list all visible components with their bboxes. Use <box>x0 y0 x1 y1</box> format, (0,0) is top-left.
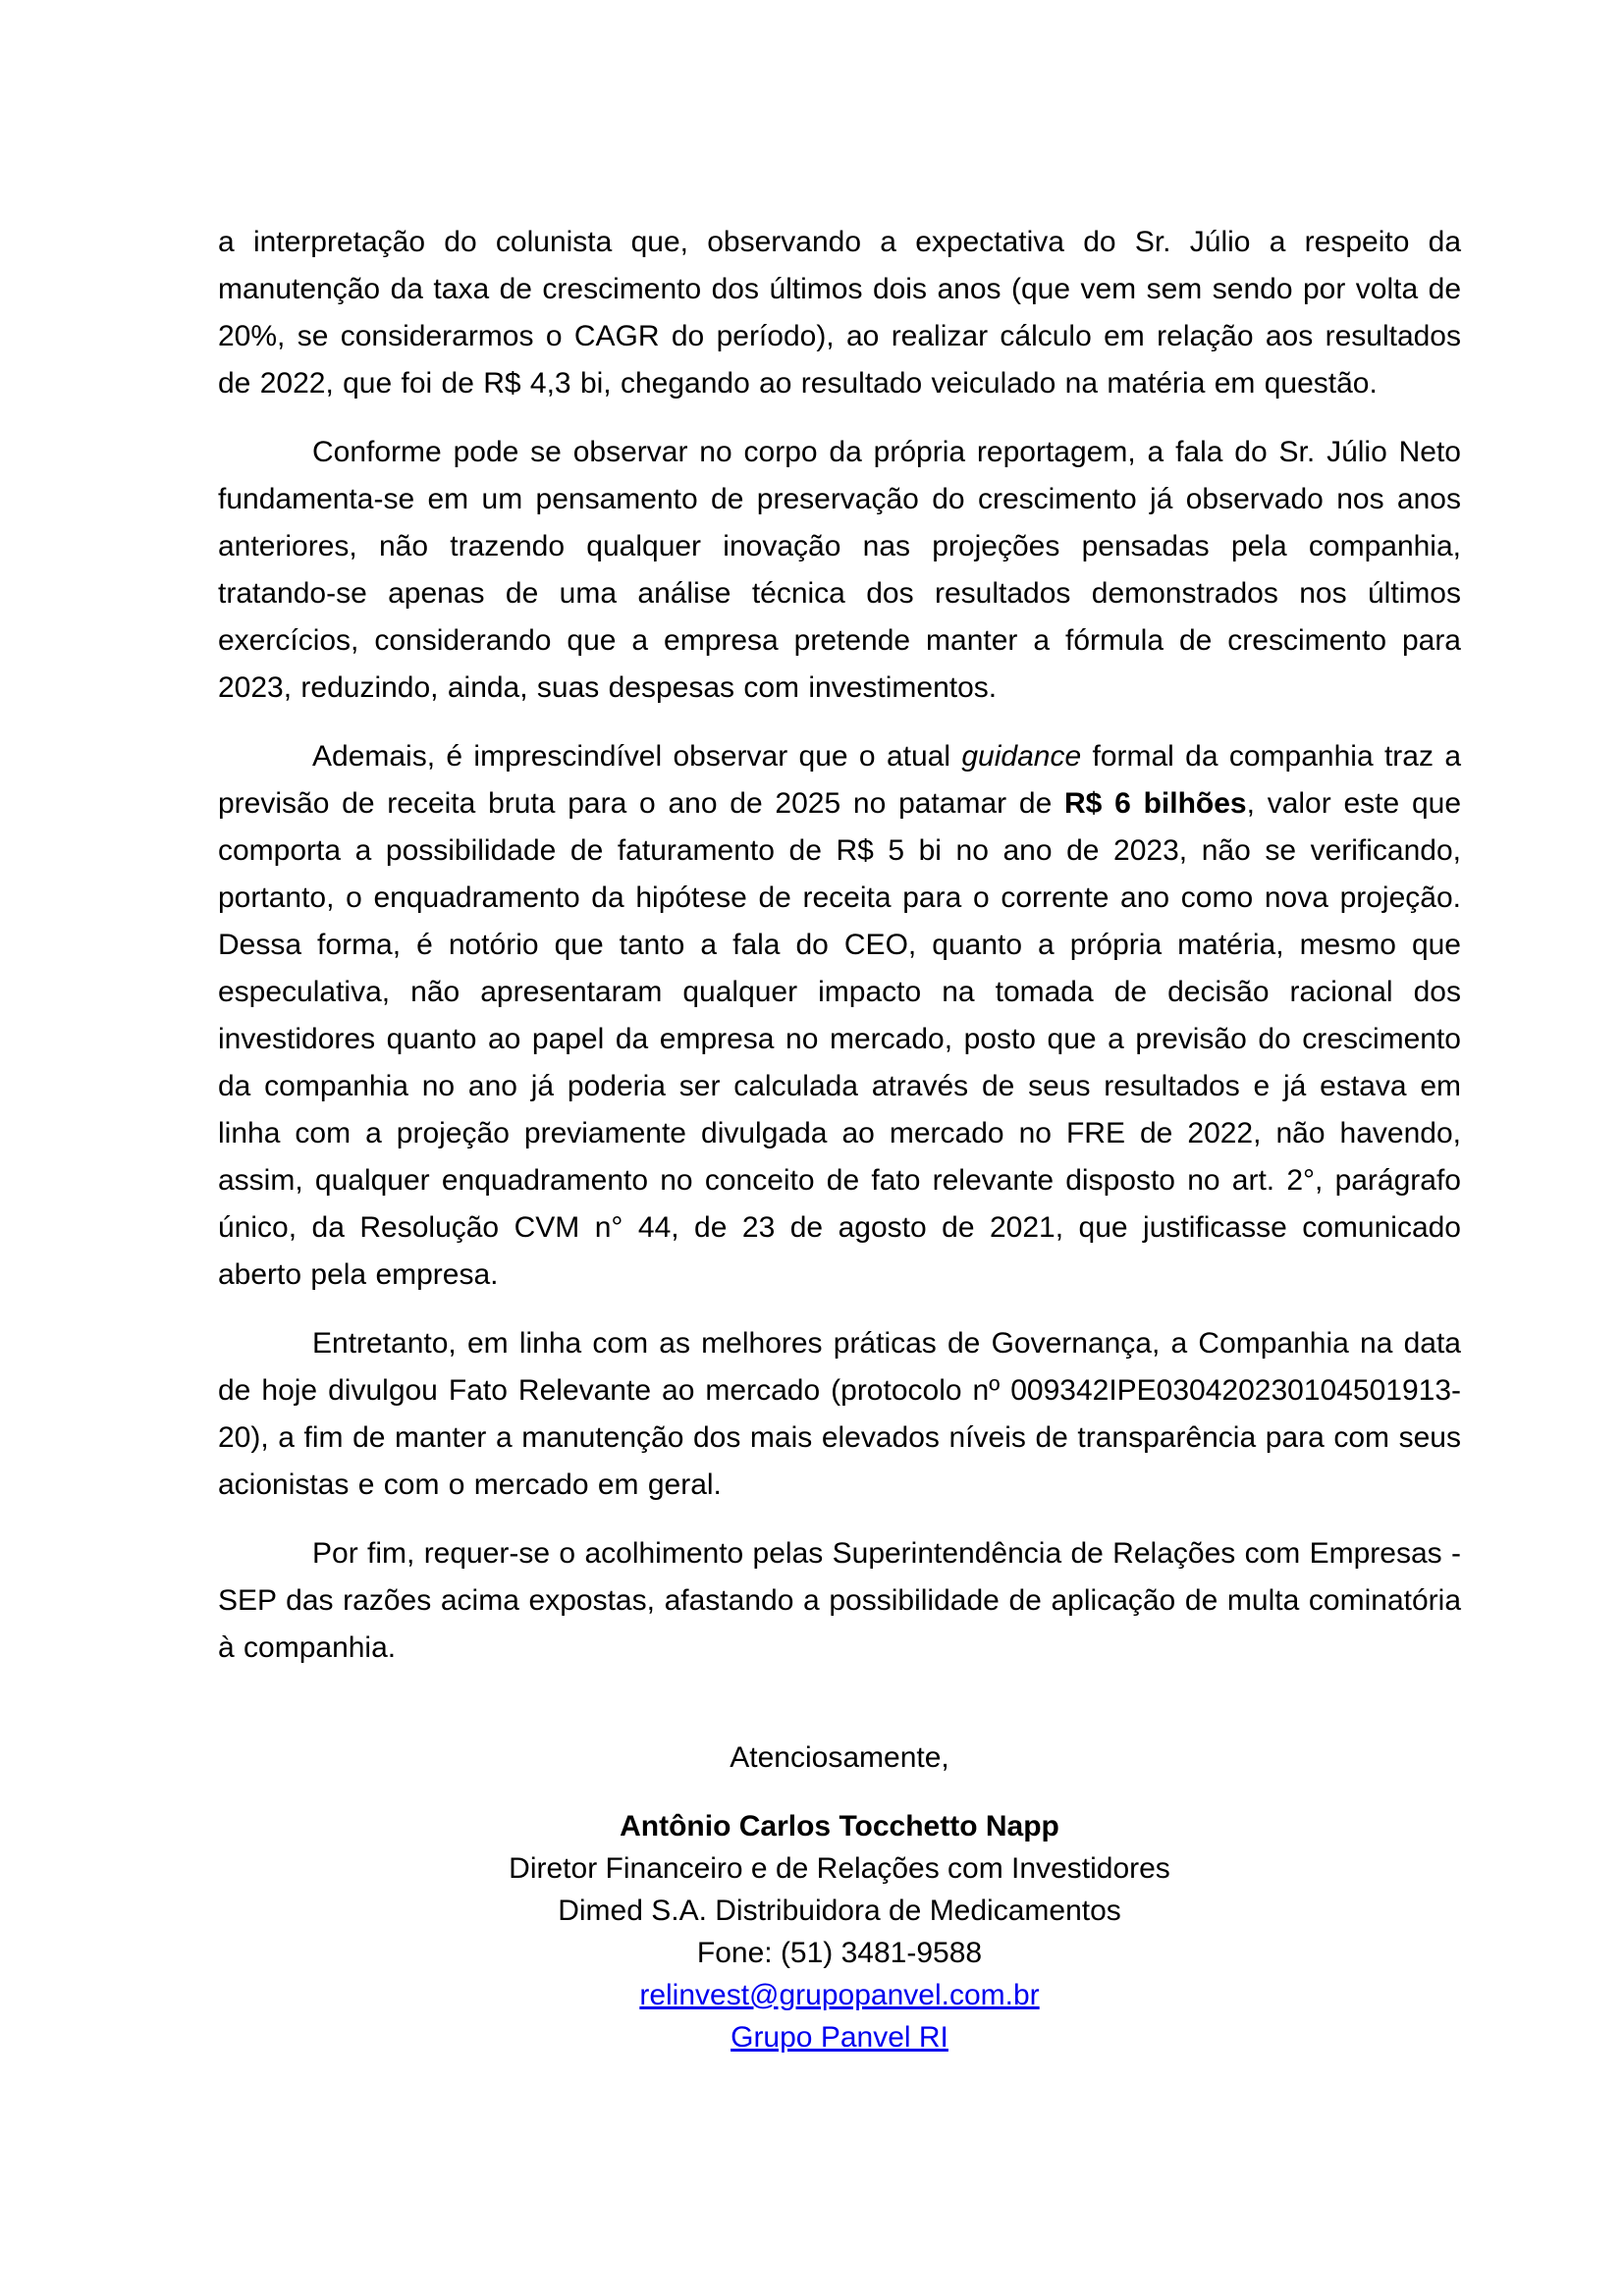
signature-name: Antônio Carlos Tocchetto Napp <box>620 1810 1059 1842</box>
paragraph-ademais-segment-1: Ademais, é imprescindível observar que o atual <box>312 740 962 773</box>
email-link[interactable]: relinvest@grupopanvel.com.br <box>639 1979 1040 2011</box>
signature-company: Dimed S.A. Distribuidora de Medicamentos <box>558 1895 1121 1927</box>
signature-phone: Fone: (51) 3481-9588 <box>696 1937 983 1969</box>
page-content <box>218 219 1461 2058</box>
signature-closing: Atenciosamente, <box>730 1741 949 1774</box>
paragraph-continuation: a interpretação do colunista que, observando a expectativa do Sr. Júlio a respeito da manutenção da taxa de crescimento dos últimos dois anos (que vem sem sendo por volta de 20%, se considerarmos o CAGR do período), ao realizar cálculo em relação aos resultados de 2022, que foi de R$ 4,3 bi, chegando ao resultado veiculado na matéria em questão. <box>218 226 1461 400</box>
grupo-panvel-ri-link[interactable]: Grupo Panvel RI <box>731 2021 948 2054</box>
paragraph-ademais-segment-2: formal da companhia traz a previsão de receita bruta para o ano de 2025 no patamar de <box>218 740 1462 820</box>
paragraph-por-fim: Por fim, requer-se o acolhimento pelas Superintendência de Relações com Empresas - SEP das razões acima expostas, afastando a possibilidade de aplicação de multa cominatória à companhia. <box>218 1537 1461 1664</box>
paragraph-ademais-segment-3: , valor este que comporta a possibilidade de faturamento de R$ 5 bi no ano de 2023, não se verificando, portanto, o enquadramento da hipótese de receita para o corrente ano como nova projeção. Dessa forma, é notório que tanto a fala do CEO, quanto a própria matéria, mesmo que especulativa, não apresentaram qualquer impacto na tomada de decisão racional dos investidores quanto ao papel da empresa no mercado, posto que a previsão do crescimento da companhia no ano já poderia ser calculada através de seus resultados e já estava em linha com a projeção previamente divulgada ao mercado no FRE de 2022, não havendo, assim, qualquer enquadramento no conceito de fato relevante disposto no art. 2°, parágrafo único, da Resolução CVM n° 44, de 23 de agosto de 2021, que justificasse comunicado aberto pela empresa. <box>218 787 1461 1291</box>
revenue-bold-value: R$ 6 bilhões <box>1064 787 1247 820</box>
signature-role: Diretor Financeiro e de Relações com Investidores <box>509 1852 1170 1885</box>
guidance-italic-term: guidance <box>961 740 1082 773</box>
signature-block <box>218 1736 1461 2058</box>
paragraph-entretanto: Entretanto, em linha com as melhores práticas de Governança, a Companhia na data de hoje divulgou Fato Relevante ao mercado (protocolo nº 009342IPE030420230104501913-20), a fim de manter a manutenção dos mais elevados níveis de transparência para com seus acionistas e com o mercado em geral. <box>218 1327 1461 1501</box>
paragraph-ademais <box>218 733 1461 1299</box>
paragraph-conforme: Conforme pode se observar no corpo da própria reportagem, a fala do Sr. Júlio Neto fundamenta-se em um pensamento de preservação do crescimento já observado nos anos anteriores, não trazendo qualquer inovação nas projeções pensadas pela companhia, tratando-se apenas de uma análise técnica dos resultados demonstrados nos últimos exercícios, considerando que a empresa pretende manter a fórmula de crescimento para 2023, reduzindo, ainda, suas despesas com investimentos. <box>218 436 1461 704</box>
